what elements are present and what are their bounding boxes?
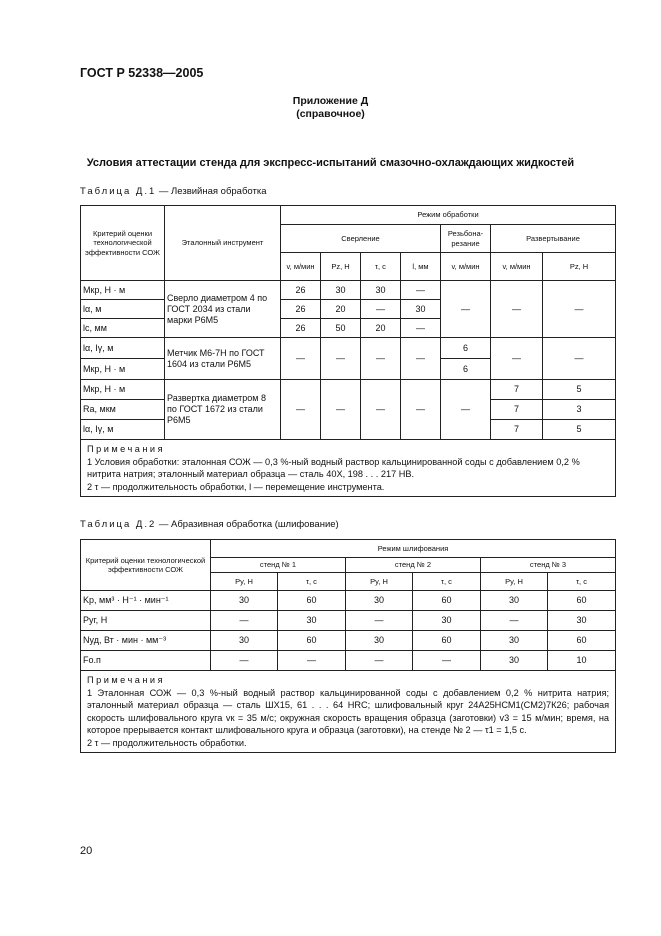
t2-notes-title: Примечания	[87, 675, 166, 685]
t2-cell: 30	[481, 631, 548, 651]
t1-cell: 26	[281, 281, 321, 300]
t1-unit: l, мм	[401, 253, 441, 281]
t2-unit: τ, с	[278, 573, 346, 591]
table2-caption-text: — Абразивная обработка (шлифование)	[156, 519, 339, 530]
t2-unit: τ, с	[413, 573, 481, 591]
t2-note: 2 τ — продолжительность обработки.	[87, 737, 247, 748]
t1-cell: —	[321, 338, 361, 380]
t2-unit: Py, Н	[481, 573, 548, 591]
t2-head-stand: стенд № 3	[481, 558, 616, 573]
t1-head-threading: Резьбона-резание	[441, 225, 491, 253]
t2-unit: τ, с	[548, 573, 616, 591]
t2-cell: 30	[346, 631, 413, 651]
t1-cell: —	[441, 281, 491, 338]
t2-cell: 30	[481, 651, 548, 671]
t2-notes	[81, 671, 616, 753]
t2-cell: 30	[346, 591, 413, 611]
t1-cell: —	[321, 380, 361, 440]
t1-head-tool: Эталонный инструмент	[165, 206, 281, 281]
t1-cell: 26	[281, 319, 321, 338]
t1-cell: —	[361, 300, 401, 319]
t1-cell: —	[361, 380, 401, 440]
t1-cell: —	[441, 380, 491, 440]
appendix-subtitle: (справочное)	[296, 108, 365, 120]
t2-cell: 30	[481, 591, 548, 611]
t1-cell: 6	[441, 359, 491, 380]
t1-notes	[81, 440, 616, 497]
t1-unit: v, м/мин	[441, 253, 491, 281]
t1-head-reaming: Развертывание	[491, 225, 616, 253]
section-title: Условия аттестации стенда для экспресс-испытаний смазочно-охлаждающих жидкостей	[86, 157, 575, 169]
t2-note: 1 Эталонная СОЖ — 0,3 %-ный водный раствор кальцинированной соды с добавлением 0,2 % нитрита натрия; эталонный материал образца — сталь ШХ15, 61 . . . 64 HRC; шлифовальный круг 24А25НСМ1(СМ2)7К26; рабочая скорость шлифовального круга vк = 35 м/с; окружная скорость вращения образца (заготовки) v3 = 15 м/мин; время, на которое прерывается контакт шлифовального круга и образца (заготовки), на стенде № 2 — τ1 = 1,5 с.	[87, 687, 610, 735]
t1-head-mode: Режим обработки	[281, 206, 616, 225]
t1-cell: —	[491, 338, 543, 380]
t2-cell: 30	[413, 611, 481, 631]
t1-criterion: Mкр, Н · м	[81, 359, 165, 380]
t1-cell: 7	[491, 400, 543, 420]
t1-cell: —	[281, 380, 321, 440]
t2-criterion: Nуд, Вт · мин · мм⁻³	[81, 631, 211, 651]
t2-cell: 30	[211, 631, 278, 651]
page-number: 20	[80, 845, 93, 857]
t1-criterion: lα, Iγ, м	[81, 420, 165, 440]
t1-note: 1 Условия обработки: эталонная СОЖ — 0,3 %-ный водный раствор кальцинированной соды с добавлением 0,2 % нитрита натрия; эталонный материал образца — сталь 40Х, 198 . . . 217 НВ.	[87, 456, 580, 479]
t2-head-criterion: Критерий оценки технологической эффективности СОЖ	[81, 540, 211, 591]
t2-cell: —	[211, 651, 278, 671]
t2-unit: Py, Н	[211, 573, 278, 591]
t1-cell: —	[543, 281, 616, 338]
t1-cell: 20	[361, 319, 401, 338]
t2-cell: 30	[278, 611, 346, 631]
t1-cell: —	[401, 338, 441, 380]
t1-unit: Pz, Н	[321, 253, 361, 281]
t2-cell: 60	[548, 631, 616, 651]
table1	[80, 205, 616, 497]
t1-unit: τ, с	[361, 253, 401, 281]
t2-cell: —	[481, 611, 548, 631]
t2-cell: 10	[548, 651, 616, 671]
t2-cell: —	[346, 611, 413, 631]
t1-cell: 6	[441, 338, 491, 359]
table1-caption-label: Таблица Д.1	[80, 186, 157, 197]
t2-cell: 30	[211, 591, 278, 611]
t1-cell: —	[543, 338, 616, 380]
t1-tool-tap: Метчик М6-7Н по ГОСТ 1604 из стали Р6М5	[165, 338, 281, 380]
t1-cell: 5	[543, 380, 616, 400]
t1-cell: 7	[491, 380, 543, 400]
t2-cell: —	[413, 651, 481, 671]
t1-cell: —	[401, 319, 441, 338]
t1-cell: —	[361, 338, 401, 380]
t1-unit: Pz, Н	[543, 253, 616, 281]
appendix-heading	[0, 95, 661, 121]
t1-cell: —	[491, 281, 543, 338]
appendix-title: Приложение Д	[292, 95, 369, 107]
t1-head-drilling: Сверление	[281, 225, 441, 253]
table2	[80, 539, 616, 753]
t1-criterion: lc, мм	[81, 319, 165, 338]
t2-unit: Py, Н	[346, 573, 413, 591]
t1-cell: 26	[281, 300, 321, 319]
t1-criterion: lα, Iγ, м	[81, 338, 165, 359]
t2-cell: 30	[548, 611, 616, 631]
t1-criterion: Ra, мкм	[81, 400, 165, 420]
t1-criterion: Mкр, Н · м	[81, 281, 165, 300]
t1-criterion: Mкр, Н · м	[81, 380, 165, 400]
t2-head-stand: стенд № 1	[211, 558, 346, 573]
t2-criterion: Kp, мм³ · Н⁻¹ · мин⁻¹	[81, 591, 211, 611]
table2-caption	[80, 519, 339, 530]
t2-cell: 60	[413, 591, 481, 611]
t2-criterion: Fо.п	[81, 651, 211, 671]
t2-cell: —	[346, 651, 413, 671]
t1-cell: —	[401, 380, 441, 440]
t1-cell: 30	[321, 281, 361, 300]
t1-tool-drill: Сверло диаметром 4 по ГОСТ 2034 из стали марки Р6М5	[165, 281, 281, 338]
t2-criterion: Pуг, Н	[81, 611, 211, 631]
t1-cell: 20	[321, 300, 361, 319]
t2-cell: 60	[413, 631, 481, 651]
t2-head-mode: Режим шлифования	[211, 540, 616, 558]
t1-head-criterion: Критерий оценки технологической эффективности СОЖ	[81, 206, 165, 281]
t1-cell: 3	[543, 400, 616, 420]
document-header: ГОСТ Р 52338—2005	[80, 66, 204, 80]
t2-cell: 60	[548, 591, 616, 611]
t1-unit: v, м/мин	[281, 253, 321, 281]
t1-note: 2 τ — продолжительность обработки, l — перемещение инструмента.	[87, 481, 385, 492]
t1-notes-title: Примечания	[87, 444, 166, 454]
table2-caption-label: Таблица Д.2	[80, 519, 157, 530]
t1-tool-reamer: Развертка диаметром 8 по ГОСТ 1672 из стали Р6М5	[165, 380, 281, 440]
t2-cell: —	[211, 611, 278, 631]
t1-cell: —	[281, 338, 321, 380]
t1-unit: v, м/мин	[491, 253, 543, 281]
t1-cell: 30	[361, 281, 401, 300]
t2-cell: —	[278, 651, 346, 671]
t1-cell: 50	[321, 319, 361, 338]
t1-cell: 30	[401, 300, 441, 319]
t2-cell: 60	[278, 631, 346, 651]
t1-cell: —	[401, 281, 441, 300]
t2-cell: 60	[278, 591, 346, 611]
table1-caption-text: — Лезвийная обработка	[156, 186, 267, 197]
t1-criterion: lα, м	[81, 300, 165, 319]
table1-caption	[80, 186, 266, 197]
t1-cell: 7	[491, 420, 543, 440]
t2-head-stand: стенд № 2	[346, 558, 481, 573]
t1-cell: 5	[543, 420, 616, 440]
